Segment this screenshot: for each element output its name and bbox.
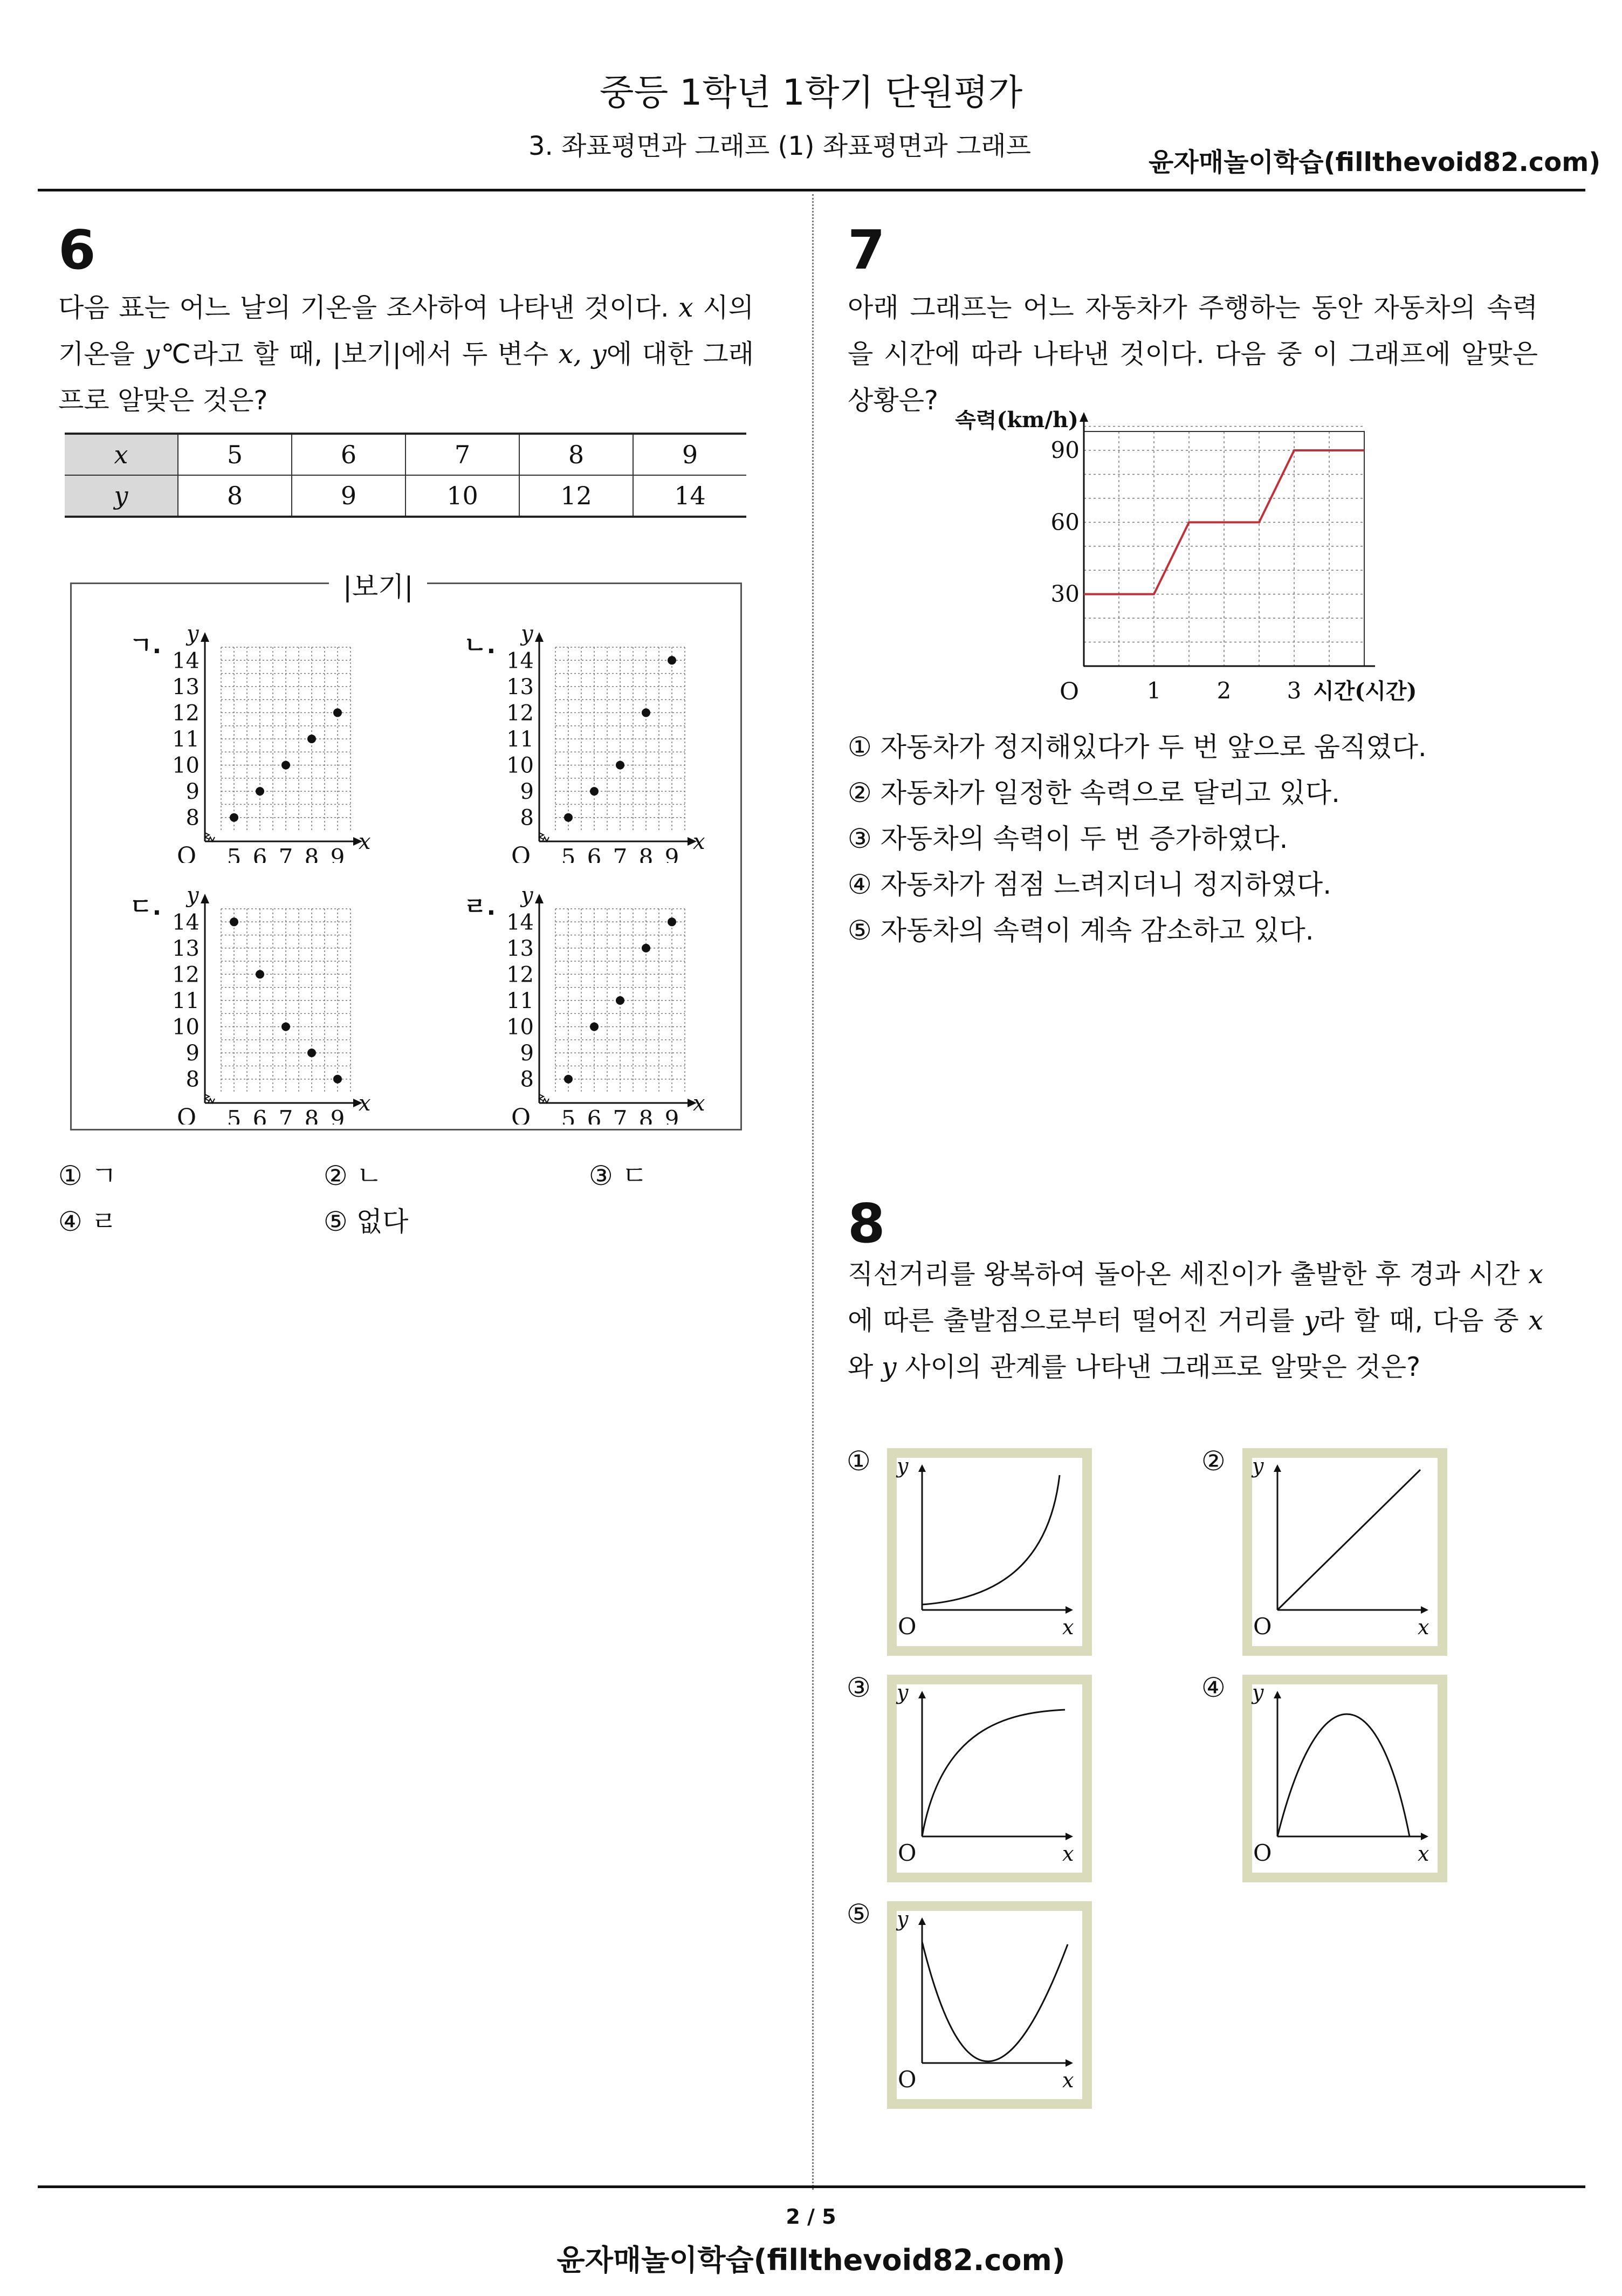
- y-axis-label: y: [521, 887, 533, 908]
- x-axis-label: x: [1062, 1842, 1074, 1866]
- x-tick-label: 6: [587, 1106, 602, 1125]
- table-cell: 5: [178, 434, 292, 475]
- choice-2[interactable]: ② ㄴ: [324, 1160, 383, 1191]
- origin-label: O: [898, 1613, 917, 1640]
- q8-choice-4-mark[interactable]: ④: [1201, 1672, 1226, 1703]
- graph-label: ㄹ.: [464, 893, 496, 921]
- x-tick-label: 9: [664, 844, 679, 863]
- y-tick-label: 10: [506, 753, 534, 778]
- temperature-table: [65, 433, 746, 518]
- data-point: [642, 708, 650, 717]
- y-tick-label: 13: [506, 674, 534, 700]
- y-tick-label: 8: [185, 1067, 200, 1092]
- y-tick-label: 9: [185, 1041, 200, 1066]
- q8-graph-2[interactable]: [1242, 1448, 1447, 1658]
- y-tick-label: 13: [506, 936, 534, 961]
- y-axis-arrow: [535, 894, 544, 903]
- table-row-x: [65, 434, 746, 475]
- table-cell: 14: [633, 475, 746, 517]
- question-6-text: 다음 표는 어느 날의 기온을 조사하여 나타낸 것이다. x 시의 기온을 y℃라고 할 때, |보기|에서 두 변수 x, y에 대한 그래프로 알맞은 것은?: [58, 292, 754, 416]
- q8-graph-svg: [887, 1448, 1092, 1656]
- y-tick-label: 13: [172, 936, 200, 961]
- y-tick-label: 14: [172, 910, 200, 935]
- table-header-x: x: [65, 434, 178, 475]
- x-tick-label: 7: [613, 1106, 628, 1125]
- option-3[interactable]: ③ 자동차의 속력이 두 번 증가하였다.: [848, 823, 1288, 854]
- x-tick-label: 6: [252, 1106, 267, 1125]
- x-tick-label: 7: [278, 844, 293, 863]
- data-point: [642, 944, 650, 952]
- x-tick-label: 5: [561, 1106, 576, 1125]
- y-axis-arrow: [201, 894, 209, 903]
- origin-label: O: [177, 842, 197, 863]
- column-divider: [812, 194, 814, 2190]
- y-tick-label: 10: [172, 753, 200, 778]
- table-header-y: y: [65, 475, 178, 517]
- q8-choice-3-mark[interactable]: ③: [847, 1672, 871, 1703]
- footer-brand: 윤자매놀이학습(fillthevoid82.com): [556, 2243, 1066, 2277]
- x-tick-label: 8: [304, 1106, 319, 1125]
- header-brand: 윤자매놀이학습(fillthevoid82.com): [1149, 147, 1601, 177]
- unit-subtitle: 3. 좌표평면과 그래프 (1) 좌표평면과 그래프: [528, 131, 1031, 161]
- question-6-number: 6: [58, 218, 96, 282]
- page-number: 2 / 5: [786, 2205, 836, 2229]
- y-axis-label: y: [897, 1681, 909, 1704]
- q8-choice-2-mark[interactable]: ②: [1201, 1445, 1226, 1477]
- choice-3[interactable]: ③ ㄷ: [589, 1160, 648, 1191]
- q8-graph-3[interactable]: [887, 1675, 1092, 1884]
- y-tick-label: 12: [172, 962, 200, 988]
- y-tick-label: 60: [1050, 509, 1080, 536]
- x-axis-label: 시간(시간): [1313, 678, 1417, 704]
- q8-graph-svg: [1242, 1675, 1447, 1882]
- data-point: [256, 970, 264, 978]
- q8-choice-5-mark[interactable]: ⑤: [847, 1899, 871, 1930]
- x-tick-label: 7: [613, 844, 628, 863]
- x-tick-label: 8: [304, 844, 319, 863]
- panel-inner: [897, 1911, 1082, 2099]
- y-axis-label: y: [897, 1454, 909, 1478]
- scatter-svg: [129, 626, 383, 863]
- origin-label: O: [511, 1104, 531, 1125]
- option-4[interactable]: ④ 자동차가 점점 느려지더니 정지하였다.: [848, 869, 1332, 900]
- x-tick-label: 6: [252, 844, 267, 863]
- panel-inner: [1252, 1458, 1438, 1646]
- data-point: [616, 761, 624, 770]
- x-tick-label: 9: [664, 1106, 679, 1125]
- y-tick-label: 10: [506, 1015, 534, 1040]
- page-title: 중등 1학년 1학기 단원평가: [599, 72, 1023, 113]
- origin-label: O: [511, 842, 531, 863]
- x-tick-label: 1: [1146, 677, 1161, 704]
- q8-graph-5[interactable]: [887, 1901, 1092, 2111]
- scatter-grid: [555, 647, 685, 831]
- speed-grid: [1084, 427, 1364, 666]
- bogi-title: |보기|: [329, 565, 427, 604]
- question-8-number: 8: [848, 1192, 885, 1255]
- x-tick-label: 5: [226, 1106, 242, 1125]
- table-cell: 10: [406, 475, 519, 517]
- y-axis-label: y: [521, 626, 533, 646]
- y-tick-label: 8: [185, 805, 200, 831]
- y-tick-label: 10: [172, 1015, 200, 1040]
- graph-label: ㄴ.: [464, 632, 496, 659]
- x-axis-label: x: [359, 1091, 371, 1116]
- origin-label: O: [177, 1104, 197, 1125]
- table-cell: 8: [178, 475, 292, 517]
- y-axis-arrow: [201, 632, 209, 642]
- x-tick-label: 6: [587, 844, 602, 863]
- y-tick-label: 90: [1050, 437, 1080, 463]
- table-cell: 8: [519, 434, 633, 475]
- data-point: [230, 917, 238, 926]
- x-axis-label: x: [693, 830, 705, 854]
- choice-5[interactable]: ⑤ 없다: [324, 1206, 409, 1237]
- x-tick-label: 7: [278, 1106, 293, 1125]
- data-point: [230, 813, 238, 822]
- y-axis-label: y: [1252, 1681, 1264, 1704]
- graph-label: ㄱ.: [129, 632, 162, 659]
- y-tick-label: 9: [185, 779, 200, 805]
- x-axis-label: x: [1418, 1615, 1429, 1639]
- x-tick-label: 2: [1216, 677, 1232, 704]
- scatter-svg: [464, 887, 717, 1125]
- data-point: [256, 787, 264, 796]
- option-1[interactable]: ① 자동차가 정지해있다가 두 번 앞으로 움직였다.: [848, 731, 1427, 763]
- y-tick-label: 13: [172, 674, 200, 700]
- table-cell: 12: [519, 475, 633, 517]
- scatter-svg: [129, 887, 383, 1125]
- y-axis-arrow: [535, 632, 544, 642]
- table-cell: 6: [292, 434, 406, 475]
- scatter-graph-c: [129, 887, 383, 1127]
- x-axis-label: x: [1062, 2068, 1074, 2092]
- speed-svg: [938, 410, 1477, 723]
- y-tick-label: 12: [506, 962, 534, 988]
- question-7-text: 아래 그래프는 어느 자동차가 주행하는 동안 자동차의 속력을 시간에 따라 나타낸 것이다. 다음 중 이 그래프에 알맞은 상황은?: [848, 292, 1538, 416]
- scatter-grid: [221, 647, 350, 831]
- speed-time-graph: [938, 410, 1477, 725]
- data-point: [307, 1048, 316, 1057]
- y-axis-arrow: [1080, 412, 1088, 422]
- data-point: [333, 1075, 342, 1084]
- q8-graph-svg: [887, 1901, 1092, 2109]
- y-tick-label: 14: [506, 910, 534, 935]
- x-tick-label: 9: [330, 1106, 345, 1125]
- y-tick-label: 11: [172, 727, 200, 752]
- y-axis-label: y: [187, 626, 199, 646]
- y-axis-label: y: [187, 887, 199, 908]
- footer-rule: [38, 2185, 1585, 2188]
- panel-inner: [897, 1684, 1082, 1873]
- data-point: [668, 917, 676, 926]
- y-tick-label: 30: [1050, 580, 1080, 607]
- option-2[interactable]: ② 자동차가 일정한 속력으로 달리고 있다.: [848, 777, 1340, 808]
- data-point: [333, 708, 342, 717]
- data-point: [307, 735, 316, 743]
- x-tick-label: 5: [561, 844, 576, 863]
- panel-inner: [1252, 1684, 1438, 1873]
- x-axis-label: x: [1062, 1615, 1074, 1639]
- option-5[interactable]: ⑤ 자동차의 속력이 계속 감소하고 있다.: [848, 915, 1314, 946]
- data-point: [564, 813, 573, 822]
- x-tick-label: 8: [638, 1106, 654, 1125]
- q8-graph-4[interactable]: [1242, 1675, 1447, 1884]
- origin-label: O: [1253, 1840, 1272, 1866]
- x-tick-label: 9: [330, 844, 345, 863]
- table-cell: 9: [633, 434, 746, 475]
- x-axis-label: x: [359, 830, 371, 854]
- q8-graph-svg: [1242, 1448, 1447, 1656]
- data-point: [616, 996, 624, 1005]
- header-rule: [38, 189, 1585, 191]
- y-tick-label: 12: [506, 701, 534, 726]
- q8-graph-1[interactable]: [887, 1448, 1092, 1658]
- y-tick-label: 8: [520, 805, 534, 831]
- scatter-svg: [464, 626, 717, 863]
- question-7-number: 7: [848, 218, 885, 282]
- q8-graph-svg: [887, 1675, 1092, 1882]
- x-axis-label: x: [693, 1091, 705, 1116]
- question-8-text: 직선거리를 왕복하여 돌아온 세진이가 출발한 후 경과 시간 x에 따른 출발점으로부터 떨어진 거리를 y라 할 때, 다음 중 x와 y 사이의 관계를 나타낸 그래프로 알맞은 것은?: [848, 1259, 1544, 1382]
- data-point: [564, 1075, 573, 1084]
- y-tick-label: 11: [506, 989, 534, 1013]
- table-row-y: [65, 475, 746, 517]
- y-axis-label: 속력(km/h): [955, 410, 1078, 433]
- scatter-grid: [221, 909, 350, 1092]
- origin-label: O: [1253, 1613, 1272, 1640]
- data-point: [590, 1023, 599, 1031]
- scatter-graph-d: [464, 887, 717, 1127]
- y-tick-label: 12: [172, 701, 200, 726]
- scatter-graph-a: [129, 626, 383, 865]
- y-tick-label: 11: [172, 989, 200, 1013]
- y-tick-label: 14: [172, 648, 200, 674]
- y-tick-label: 11: [506, 727, 534, 752]
- y-axis-label: y: [1252, 1454, 1264, 1478]
- table-cell: 7: [406, 434, 519, 475]
- y-axis-label: y: [897, 1907, 909, 1931]
- y-tick-label: 9: [520, 779, 534, 805]
- panel-inner: [897, 1458, 1082, 1646]
- q8-choice-1-mark[interactable]: ①: [847, 1445, 871, 1477]
- choice-4[interactable]: ④ ㄹ: [58, 1206, 118, 1237]
- y-tick-label: 8: [520, 1067, 534, 1092]
- data-point: [281, 1023, 290, 1031]
- table-cell: 9: [292, 475, 406, 517]
- origin-label: O: [1060, 678, 1080, 705]
- x-tick-label: 3: [1287, 677, 1302, 704]
- data-point: [281, 761, 290, 770]
- x-tick-label: 8: [638, 844, 654, 863]
- data-point: [668, 656, 676, 664]
- data-point: [590, 787, 599, 796]
- y-tick-label: 9: [520, 1041, 534, 1066]
- origin-label: O: [898, 1840, 917, 1866]
- x-axis-label: x: [1418, 1842, 1429, 1866]
- graph-label: ㄷ.: [129, 893, 162, 921]
- y-tick-label: 14: [506, 648, 534, 674]
- choice-1[interactable]: ① ㄱ: [58, 1160, 118, 1191]
- origin-label: O: [898, 2066, 917, 2093]
- x-tick-label: 5: [226, 844, 242, 863]
- scatter-graph-b: [464, 626, 717, 865]
